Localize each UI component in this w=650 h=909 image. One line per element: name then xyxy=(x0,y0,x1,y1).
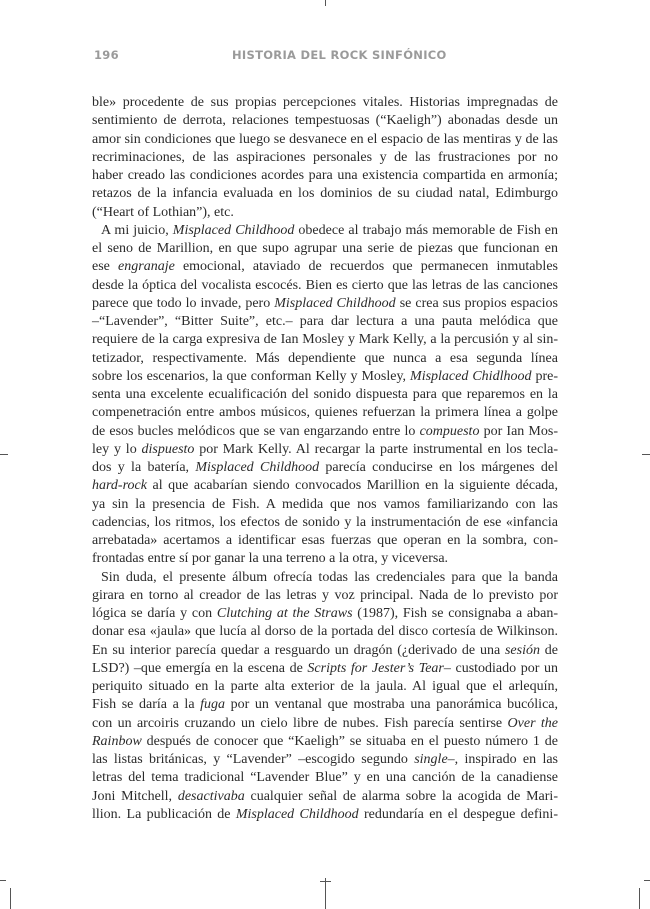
text-segment: retazos de la infancia evaluada en los dominios de su ciudad natal, Edimburgo xyxy=(92,186,558,202)
italic-text: Misplaced Childhood xyxy=(235,806,359,822)
text-segment: parece que todo lo invade, pero xyxy=(92,295,275,311)
crop-mark-bottom-right xyxy=(639,888,640,909)
text-segment: periquito situado en la parte alta exterior de la jaula. Al igual que el arlequín, xyxy=(92,679,558,694)
italic-text: engranaje xyxy=(118,259,175,275)
text-segment: de esos bucles melódicos que se van engarzando entre lo xyxy=(92,423,420,439)
text-segment: redundaría en el despegue defini- xyxy=(358,806,558,822)
italic-text: Rainbow xyxy=(92,733,142,749)
text-segment: LSD?) –que emergía en la escena de xyxy=(92,660,308,676)
crop-mark-bottom-h xyxy=(320,881,331,882)
text-segment: –, inspirado en las xyxy=(447,752,559,767)
text-segment: Fish se daría a la xyxy=(92,697,201,713)
italic-text: hard-rock xyxy=(92,478,147,494)
text-segment: arrebatada» acertamos a identificar esas fuerzas que operan en la sombra, con- xyxy=(92,533,558,548)
crop-mark-bottom-left-h xyxy=(0,880,6,881)
text-segment: requiere de la carga expresiva de Ian Mosley y Mark Kelly, a la percusión y al sin- xyxy=(92,332,558,348)
italic-text: sesión xyxy=(504,642,540,658)
text-line xyxy=(92,204,558,222)
text-line xyxy=(92,514,558,532)
text-segment: después de conocer que “Kaeligh” se situaba en el puesto número 1 de xyxy=(141,733,558,749)
text-segment: por un ventanal que mostraba una panorámica bucólica, xyxy=(225,697,558,713)
text-line xyxy=(92,806,558,824)
text-line xyxy=(92,788,558,806)
text-line xyxy=(92,441,558,459)
text-segment: (1987), Fish se consignaba a aban- xyxy=(352,606,559,621)
text-line xyxy=(92,660,558,678)
text-line xyxy=(92,350,558,368)
italic-text: fuga xyxy=(200,697,226,713)
text-line xyxy=(92,331,558,349)
text-segment: cualquier señal de alarma sobre la acogida de Mari- xyxy=(244,788,558,804)
text-segment: frontadas entre sí por ganar la una terreno a la otra, y viceversa. xyxy=(92,551,449,567)
text-line xyxy=(92,587,558,605)
text-line xyxy=(92,550,558,568)
text-segment: desde la óptica del vocalista escocés. Bien es cierto que las letras de las canciones xyxy=(92,277,558,293)
text-segment: amor sin condiciones que luego se desvanece en el espacio de las mentiras y de las xyxy=(92,131,558,147)
text-line xyxy=(92,277,558,295)
text-segment: parecía conducirse en los márgenes del xyxy=(319,460,559,475)
crop-mark-top xyxy=(325,0,326,6)
text-line xyxy=(92,240,558,258)
text-segment: girara en torno al creador de las letras y voz principal. Nada de lo previsto por xyxy=(92,587,558,603)
text-segment: por Ian Mos- xyxy=(479,423,558,439)
text-segment: sobre los escenarios, la que conforman Kelly y Mosley, xyxy=(92,368,411,384)
text-segment: por Mark Kelly. Al recargar la parte instrumental en los tecla- xyxy=(194,441,558,457)
text-line xyxy=(92,605,558,623)
crop-mark-bottom-right-h xyxy=(644,880,650,881)
crop-mark-right xyxy=(642,454,650,455)
text-line xyxy=(92,295,558,313)
text-segment: el seno de Marillion, en que supo agrupar una serie de piezas que funcionan en xyxy=(92,241,558,256)
text-line xyxy=(92,404,558,422)
text-line xyxy=(92,733,558,751)
text-segment: emocional, ataviado de recuerdos que permanecen inmutables xyxy=(174,259,558,275)
text-segment: senta una excelente ecualificación del sonido dispuesta para que reparemos en la xyxy=(92,387,558,402)
text-segment: donar esa «jaula» que lucía al dorso de la portada del disco cortesía de Wilkinson. xyxy=(92,624,558,640)
text-segment: compenetración entre ambos músicos, quienes refuerzan la primera línea a golpe xyxy=(92,405,558,421)
text-line xyxy=(92,769,558,787)
text-segment: llion. La publicación de xyxy=(92,806,236,822)
text-segment: cadencias, los ritmos, los efectos de sonido y la instrumentación de ese «infancia xyxy=(92,514,558,530)
italic-text: Misplaced Chidlhood xyxy=(410,368,532,384)
text-line xyxy=(92,459,558,477)
text-segment: ya sin la presencia de Fish. A medida que nos vamos familiarizando con las xyxy=(92,496,558,512)
text-line xyxy=(92,477,558,495)
text-segment: de xyxy=(539,642,559,658)
text-line xyxy=(92,313,558,331)
text-segment: ley y lo xyxy=(92,441,142,457)
text-line xyxy=(92,642,558,660)
italic-text: single xyxy=(414,752,448,767)
italic-text: Misplaced Childhood xyxy=(274,295,396,311)
text-line xyxy=(92,258,558,276)
italic-text: desactivaba xyxy=(177,788,245,804)
text-line xyxy=(92,167,558,185)
text-segment: letras del tema tradicional “Lavender Blue” y en una canción de la canadiense xyxy=(92,770,558,786)
text-segment: ble» procedente de sus propias percepciones vitales. Historias impregnadas de xyxy=(92,95,558,110)
text-line xyxy=(92,368,558,386)
text-line xyxy=(92,715,558,733)
text-line xyxy=(92,678,558,696)
italic-text: Misplaced Childhood xyxy=(195,460,320,475)
text-line xyxy=(92,696,558,714)
text-segment: sentimiento de derrota, relaciones tempestuosas (“Kaeligh”) abonadas desde un xyxy=(92,113,558,129)
italic-text: Misplaced Childhood xyxy=(172,222,295,238)
text-segment: Joni Mitchell, xyxy=(92,788,178,804)
crop-mark-bottom xyxy=(325,878,326,909)
text-segment: En su interior parecía quedar a resguardo un dragón (¿derivado de una xyxy=(92,642,505,658)
page-number: 196 xyxy=(94,48,119,62)
text-segment: se crea sus propios espacios xyxy=(395,295,558,311)
text-line xyxy=(92,131,558,149)
text-segment: recriminaciones, de las aspiraciones personales y de las frustraciones por no xyxy=(92,149,558,165)
crop-mark-left xyxy=(0,454,8,455)
text-line xyxy=(92,386,558,404)
text-line xyxy=(92,496,558,514)
italic-text: Over the xyxy=(507,715,558,731)
crop-mark-bottom-left xyxy=(10,888,11,909)
text-segment: ese xyxy=(92,259,119,275)
text-line xyxy=(92,623,558,641)
text-line xyxy=(92,222,558,240)
text-line xyxy=(92,423,558,441)
text-segment: pre- xyxy=(531,368,558,384)
italic-text: dispuesto xyxy=(141,441,195,457)
body-text xyxy=(92,94,558,824)
italic-text: Clutching at the Straws xyxy=(216,606,353,621)
text-line xyxy=(92,94,558,112)
text-segment: con un arcoiris cruzando un cielo libre de nubes. Fish parecía sentirse xyxy=(92,715,508,731)
text-segment: dos y la batería, xyxy=(92,460,196,475)
text-segment: haber creado las condiciones acordes para una existencia compartida en armonía; xyxy=(92,168,558,183)
italic-text: Scripts for Jester’s Tear xyxy=(307,660,444,676)
text-line xyxy=(92,185,558,203)
text-segment: obedece al trabajo más memorable de Fish en xyxy=(294,222,559,238)
text-segment: Sin duda, el presente álbum ofrecía todas las credenciales para que la banda xyxy=(101,569,558,585)
text-line xyxy=(92,149,558,167)
text-line xyxy=(92,112,558,130)
text-segment: tetizador, respectivamente. Más dependiente que nunca a esa segunda línea xyxy=(92,350,558,366)
text-segment: (“Heart of Lothian”), etc. xyxy=(92,204,234,220)
italic-text: compuesto xyxy=(419,423,480,439)
text-line xyxy=(92,532,558,550)
text-line xyxy=(92,751,558,769)
running-title: HISTORIA DEL ROCK SINFÓNICO xyxy=(232,48,447,62)
text-segment: A mi juicio, xyxy=(101,222,173,238)
text-line xyxy=(92,569,558,587)
text-segment: las listas británicas, y “Lavender” –escogido segundo xyxy=(92,752,415,767)
text-segment: lógica se daría y con xyxy=(92,606,217,621)
text-segment: al que acabarían siendo convocados Marillion en la siguiente década, xyxy=(146,478,558,494)
text-segment: –“Lavender”, “Bitter Suite”, etc.– para dar lectura a una pauta melódica que xyxy=(92,314,558,329)
text-segment: – custodiado por un xyxy=(443,660,558,676)
